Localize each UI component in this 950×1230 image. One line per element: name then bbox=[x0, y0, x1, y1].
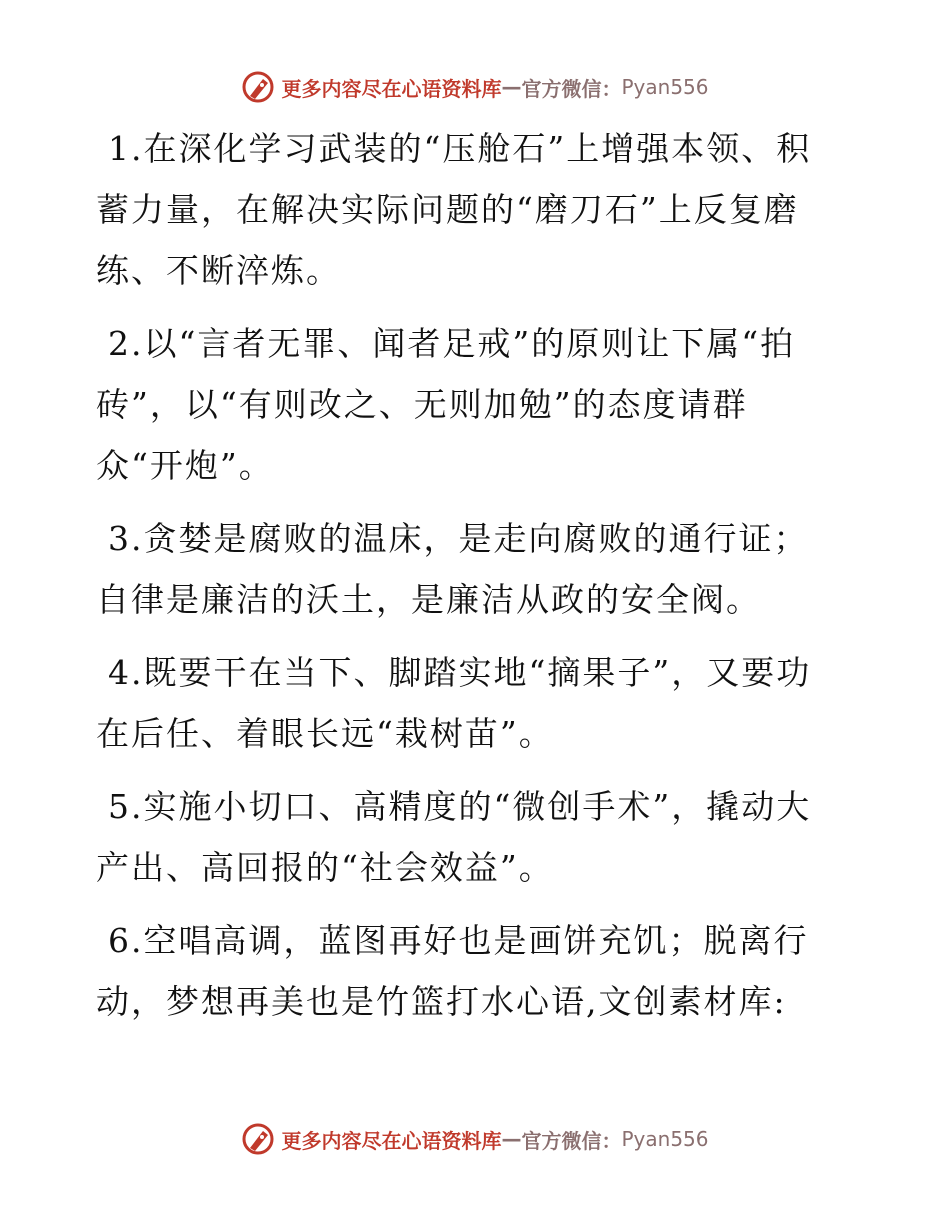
header-separator: — bbox=[501, 75, 522, 99]
paragraph-5: 5.实施小切口、高精度的“微创手术”，撬动大产出、高回报的“社会效益”。 bbox=[96, 787, 812, 887]
footer-brand: 更多内容尽在心语资料库 bbox=[281, 1128, 502, 1153]
header-banner bbox=[0, 70, 950, 104]
header-text bbox=[281, 73, 708, 102]
paragraph-3: 3.贪婪是腐败的温床，是走向腐败的通行证；自律是廉洁的沃土，是廉洁从政的安全阀。 bbox=[96, 519, 809, 619]
pen-nib-logo-icon bbox=[241, 1122, 275, 1156]
footer-wechat-label: 官方微信： bbox=[521, 1128, 622, 1153]
paragraph-4: 4.既要干在当下、脚踏实地“摘果子”，又要功在后任、着眼长远“栽树苗”。 bbox=[96, 653, 812, 753]
footer-separator: — bbox=[501, 1127, 522, 1151]
pen-nib-logo-icon bbox=[241, 70, 275, 104]
header-wechat-id: Pyan556 bbox=[621, 75, 709, 99]
footer-banner bbox=[0, 1122, 950, 1156]
paragraph-1: 1.在深化学习武装的“压舱石”上增强本领、积蓄力量，在解决实际问题的“磨刀石”上反复磨练、不断淬炼。 bbox=[96, 129, 812, 290]
footer-text bbox=[281, 1125, 708, 1154]
footer-wechat-id: Pyan556 bbox=[621, 1127, 709, 1151]
paragraph-6: 6.空唱高调，蓝图再好也是画饼充饥；脱离行动，梦想再美也是竹篮打水心语,文创素材库: bbox=[96, 921, 809, 1021]
header-wechat-label: 官方微信： bbox=[521, 76, 622, 101]
header-brand: 更多内容尽在心语资料库 bbox=[281, 76, 502, 101]
paragraph-2: 2.以“言者无罪、闻者足戒”的原则让下属“拍砖”，以“有则改之、无则加勉”的态度请群众“开炮”。 bbox=[96, 324, 796, 485]
document-body bbox=[96, 118, 836, 1044]
